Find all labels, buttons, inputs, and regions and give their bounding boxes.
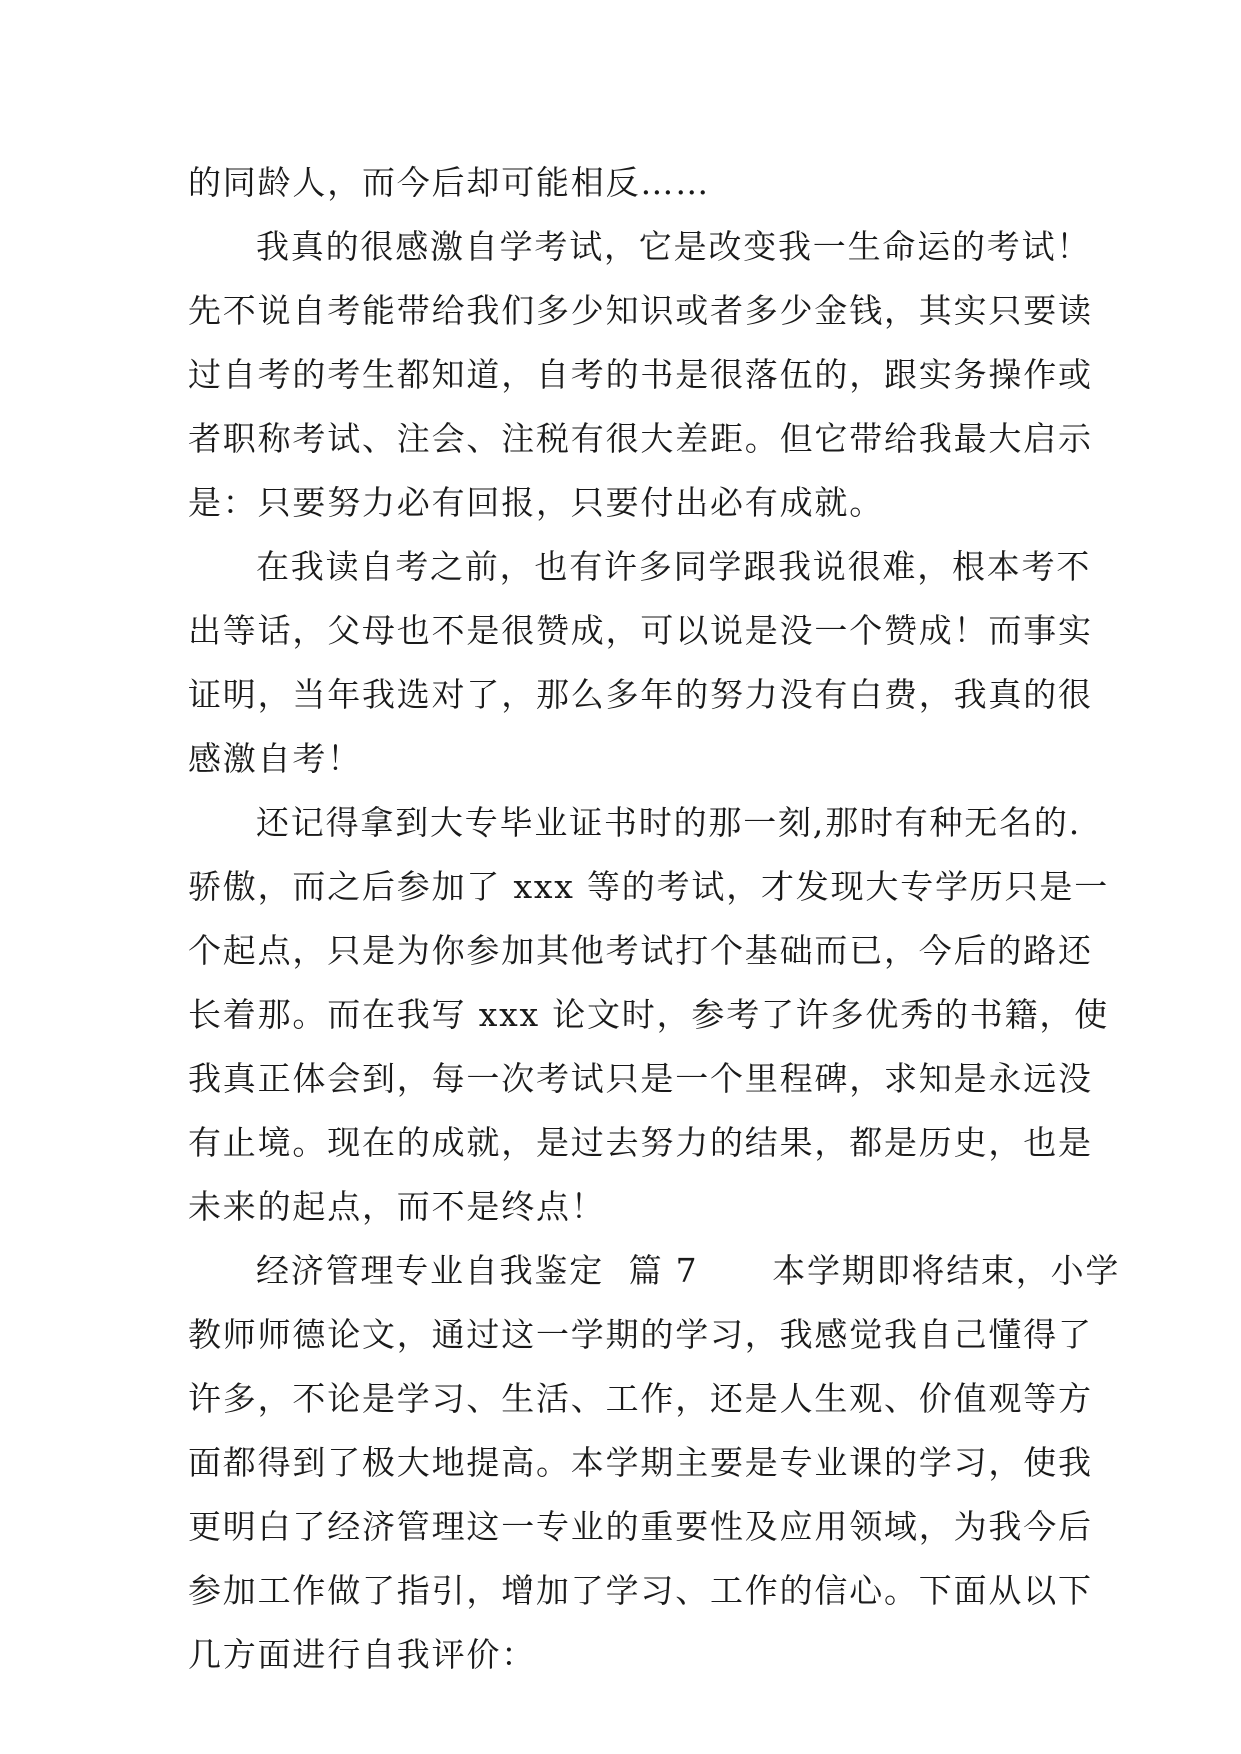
text-line: 个起点，只是为你参加其他考试打个基础而已，今后的路还 — [188, 931, 1093, 970]
paragraph-first-line: 还记得拿到大专毕业证书时的那一刻,那时有种无名的. — [256, 803, 1081, 842]
text-line: 的同龄人，而今后却可能相反…… — [188, 163, 710, 202]
text-line: 有止境。现在的成就，是过去努力的结果，都是历史，也是 — [188, 1123, 1093, 1162]
text-line: 面都得到了极大地提高。本学期主要是专业课的学习，使我 — [188, 1443, 1093, 1482]
text-line: 参加工作做了指引，增加了学习、工作的信心。下面从以下 — [188, 1571, 1093, 1610]
text-line: 未来的起点，而不是终点！ — [188, 1187, 606, 1226]
paragraph-first-line: 我真的很感激自学考试，它是改变我一生命运的考试！ — [256, 227, 1092, 266]
text-line: 教师师德论文，通过这一学期的学习，我感觉我自己懂得了 — [188, 1315, 1093, 1354]
text-line: 感激自考！ — [188, 739, 362, 778]
paragraph-first-line: 经济管理专业自我鉴定 篇 7 本学期即将结束，小学 — [256, 1251, 1121, 1290]
text-line: 是：只要努力必有回报，只要付出必有成就。 — [188, 483, 884, 522]
text-line: 许多，不论是学习、生活、工作，还是人生观、价值观等方 — [188, 1379, 1093, 1418]
text-line: 出等话，父母也不是很赞成，可以说是没一个赞成！而事实 — [188, 611, 1093, 650]
text-line: 我真正体会到，每一次考试只是一个里程碑，求知是永远没 — [188, 1059, 1093, 1098]
text-line: 先不说自考能带给我们多少知识或者多少金钱，其实只要读 — [188, 291, 1093, 330]
text-line: 过自考的考生都知道，自考的书是很落伍的，跟实务操作或 — [188, 355, 1093, 394]
text-line: 长着那。而在我写 xxx 论文时，参考了许多优秀的书籍，使 — [188, 995, 1110, 1034]
text-line: 几方面进行自我评价： — [188, 1635, 536, 1674]
paragraph-first-line: 在我读自考之前，也有许多同学跟我说很难，根本考不 — [256, 547, 1092, 586]
text-line: 者职称考试、注会、注税有很大差距。但它带给我最大启示 — [188, 419, 1093, 458]
text-line: 骄傲，而之后参加了 xxx 等的考试，才发现大专学历只是一 — [188, 867, 1110, 906]
text-line: 证明，当年我选对了，那么多年的努力没有白费，我真的很 — [188, 675, 1093, 714]
text-line: 更明白了经济管理这一专业的重要性及应用领域，为我今后 — [188, 1507, 1093, 1546]
